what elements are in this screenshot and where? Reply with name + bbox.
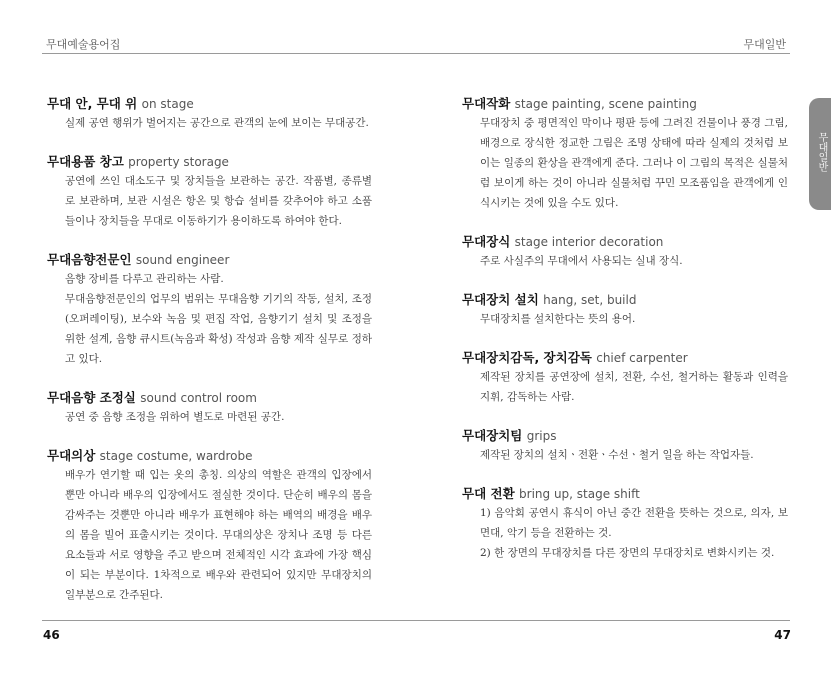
term-korean: 무대음향전문인 [47,252,132,267]
entry-term [47,251,372,269]
entry-definition: 무대장치 중 평면적인 막이나 평판 등에 그려진 건물이나 풍경 그림, 배경으로 장식한 정교한 그림은 조명 상태에 따라 실제의 것처럼 보이는 일종의 환상을 관객에게 준다. 그러나 이 그림의 목적은 실물처럼 보이게 하는 것이 아니라 실물처럼 꾸민 모조품임을 관객에게 인식시키는 것에 있을 수도 있다. [480,117,788,209]
term-korean: 무대음향 조정실 [47,390,136,405]
entry-definition: 음향 장비를 다루고 관리하는 사람. [65,273,224,285]
term-english: stage costume, wardrobe [99,449,253,463]
running-header-right: 무대일반 [743,38,786,51]
entry-term [47,447,372,465]
glossary-entry [47,447,372,605]
section-tab[interactable] [809,98,831,210]
glossary-entry [47,95,372,133]
term-english: sound engineer [135,253,230,267]
page-number-left: 46 [43,628,60,642]
footer-divider [42,620,790,621]
entry-term [47,389,372,407]
entry-term [462,95,788,113]
entry-term [462,233,788,251]
term-english: sound control room [140,391,257,405]
term-korean: 무대장식 [462,234,511,249]
entry-definition: 제작된 장치를 공연장에 설치, 전환, 수선, 철거하는 활동과 인력을 지휘, 감독하는 사람. [480,371,788,403]
entry-definition: 배우가 연기할 때 입는 옷의 총칭. 의상의 역할은 관객의 입장에서뿐만 아니라 배우의 입장에서도 절실한 것이다. 단순히 배우의 몸을 감싸주는 것뿐만 아니라 배우가 표현해야 하는 배역의 배경을 배우의 몸을 빌어 표출시키는 것이다. 무대의상은 장치나 조명 등 다른 요소들과 서로 영향을 주고 받으며 전체적인 시각 효과에 가장 핵심이 되는 부분이다. 1차적으로 배우와 관련되어 있지만 무대장치의 일부분으로 간주된다. [65,469,372,601]
glossary-entry [462,233,788,271]
glossary-entry [47,389,372,427]
running-header-left: 무대예술용어집 [46,38,121,51]
right-column [462,95,788,583]
term-english: property storage [128,155,229,169]
entry-definition: 무대음향전문인의 업무의 범위는 무대음향 기기의 작동, 설치, 조정(오퍼레이팅), 보수와 녹음 및 편집 작업, 음향기기 설치 및 조정을 위한 설계, 음향 큐시트(녹음과 확성) 작성과 음향 제작 실무로 정하고 있다. [65,293,372,365]
term-korean: 무대의상 [47,448,96,463]
term-english: on stage [141,97,194,111]
header-divider [42,53,790,54]
glossary-entry [462,95,788,213]
glossary-entry [462,427,788,465]
section-tab-label: 무대일반 [816,132,827,172]
entry-definition: 1) 음악회 공연시 휴식이 아닌 중간 전환을 뜻하는 것으로, 의자, 보면대, 악기 등을 전환하는 것. [480,507,788,539]
entry-definition: 2) 한 장면의 무대장치를 다른 장면의 무대장치로 변화시키는 것. [480,547,775,559]
glossary-entry [462,485,788,563]
glossary-entry [462,291,788,329]
glossary-entry [47,153,372,231]
term-english: chief carpenter [596,351,688,365]
term-english: stage interior decoration [514,235,664,249]
entry-definition: 공연 중 음향 조정을 위하여 별도로 마련된 공간. [65,411,285,423]
entry-term [462,349,788,367]
term-korean: 무대장치감독, 장치감독 [462,350,592,365]
entry-term [462,485,788,503]
term-korean: 무대 전환 [462,486,515,501]
entry-term [47,153,372,171]
term-english: stage painting, scene painting [514,97,697,111]
term-korean: 무대장치 설치 [462,292,539,307]
term-english: grips [526,429,557,443]
entry-term [47,95,372,113]
left-column [47,95,372,625]
entry-term [462,291,788,309]
term-english: bring up, stage shift [519,487,640,501]
term-korean: 무대장치팀 [462,428,523,443]
term-korean: 무대용품 창고 [47,154,124,169]
term-english: hang, set, build [543,293,637,307]
glossary-entry [462,349,788,407]
entry-definition: 주로 사실주의 무대에서 사용되는 실내 장식. [480,255,683,267]
term-korean: 무대 안, 무대 위 [47,96,138,111]
entry-definition: 무대장치를 설치한다는 뜻의 용어. [480,313,636,325]
entry-definition: 공연에 쓰인 대소도구 및 장치들을 보관하는 공간. 작품별, 종류별로 보관하며, 보관 시설은 항온 및 항습 설비를 갖추어야 하고 소품들이나 장치들을 무대로 이동하기가 용이하도록 하여야 한다. [65,175,372,227]
entry-term [462,427,788,445]
page-number-right: 47 [774,628,791,642]
term-korean: 무대작화 [462,96,511,111]
entry-definition: 실제 공연 행위가 벌어지는 공간으로 관객의 눈에 보이는 무대공간. [65,117,369,129]
glossary-entry [47,251,372,369]
entry-definition: 제작된 장치의 설치ㆍ전환ㆍ수선ㆍ철거 일을 하는 작업자들. [480,449,754,461]
